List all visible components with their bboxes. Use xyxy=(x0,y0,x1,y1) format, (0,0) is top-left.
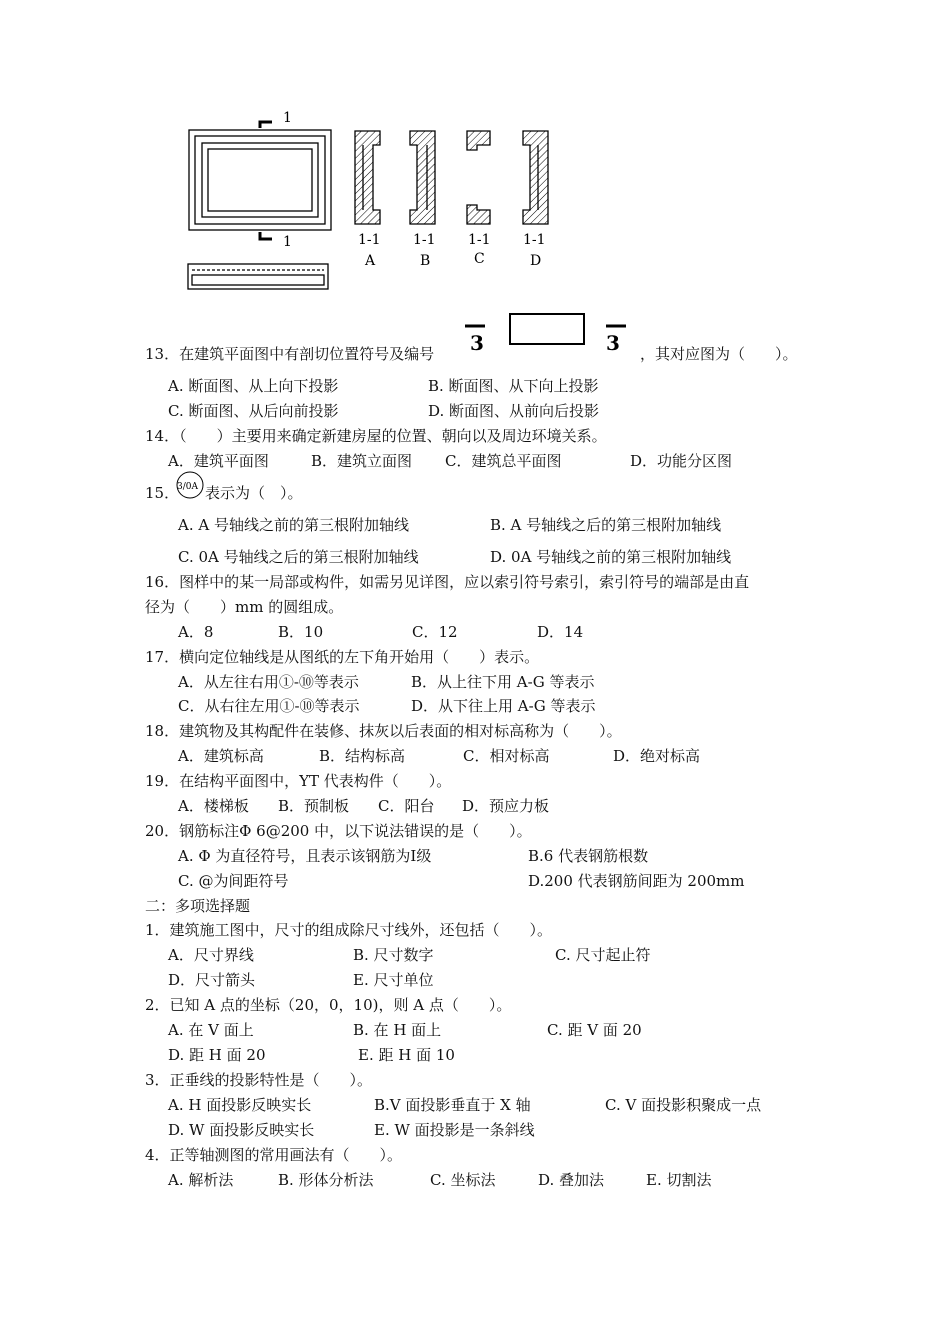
section-mark-bottom-label: 1 xyxy=(283,234,292,250)
q15-option-c: C. 0A 号轴线之后的第三根附加轴线 xyxy=(178,548,419,566)
m2-stem: 2．已知 A 点的坐标（20，0，10)，则 A 点（ ）。 xyxy=(145,996,512,1014)
q14-stem: 14．（ ）主要用来确定新建房屋的位置、朝向以及周边环境关系。 xyxy=(145,427,607,445)
section2-title: 二：多项选择题 xyxy=(145,897,251,915)
q16-option-b: B．10 xyxy=(278,623,324,641)
q20-option-a: A. Φ 为直径符号，且表示该钢筋为Ⅰ级 xyxy=(178,847,432,865)
q15-option-b: B. A 号轴线之后的第三根附加轴线 xyxy=(490,516,722,534)
q17-option-b: B．从上往下用 A-G 等表示 xyxy=(411,673,595,691)
m4-stem: 4．正等轴测图的常用画法有（ ）。 xyxy=(145,1146,403,1164)
q17-option-c: C．从右往左用①-⑩等表示 xyxy=(178,697,360,715)
q13-option-c: C. 断面图、从后向前投影 xyxy=(168,402,339,420)
option-b-section-label: 1-1 xyxy=(413,232,436,248)
q18-option-d: D．绝对标高 xyxy=(613,747,701,765)
q16-option-a: A．8 xyxy=(178,623,214,641)
option-d-letter: D xyxy=(530,253,542,269)
section-mark-bottom xyxy=(260,232,272,239)
option-a-letter: A xyxy=(365,253,376,269)
q14-option-b: B．建筑立面图 xyxy=(311,452,413,470)
m4-option-e: E. 切割法 xyxy=(646,1171,712,1189)
m1-option-e: E. 尺寸单位 xyxy=(353,971,434,989)
q17-option-a: A．从左往右用①-⑩等表示 xyxy=(178,673,359,691)
m4-option-a: A. 解析法 xyxy=(168,1171,234,1189)
q17-option-d: D．从下往上用 A-G 等表示 xyxy=(411,697,596,715)
m1-option-b: B. 尺寸数字 xyxy=(353,946,434,964)
axis-symbol-text: 3/0A xyxy=(177,482,198,492)
q16-option-d: D．14 xyxy=(537,623,584,641)
q18-option-a: A．建筑标高 xyxy=(178,747,264,765)
option-a-section xyxy=(355,131,380,224)
q13-stem: 13．在建筑平面图中有剖切位置符号及编号 xyxy=(145,345,435,363)
section-mark-top xyxy=(260,122,272,128)
q13-option-a: A. 断面图、从上向下投影 xyxy=(168,377,339,395)
m3-option-a: A. H 面投影反映实长 xyxy=(168,1096,312,1114)
q19-option-a: A．楼梯板 xyxy=(178,797,249,815)
m3-option-c: C. V 面投影积聚成一点 xyxy=(605,1096,762,1114)
q18-stem: 18．建筑物及其构配件在装修、抹灰以后表面的相对标高称为（ ）。 xyxy=(145,722,622,740)
q19-option-d: D．预应力板 xyxy=(462,797,550,815)
q19-option-b: B．预制板 xyxy=(278,797,350,815)
option-c-section-label: 1-1 xyxy=(468,232,491,248)
m1-stem: 1．建筑施工图中，尺寸的组成除尺寸线外，还包括（ ）。 xyxy=(145,921,553,939)
m4-option-d: D. 叠加法 xyxy=(538,1171,605,1189)
option-a-section-label: 1-1 xyxy=(358,232,381,248)
section-mark-top-label: 1 xyxy=(283,110,292,126)
q15-option-d: D. 0A 号轴线之前的第三根附加轴线 xyxy=(490,548,732,566)
m4-option-b: B. 形体分析法 xyxy=(278,1171,374,1189)
q15-stem-prefix: 15． xyxy=(145,484,180,502)
m3-option-d: D. W 面投影反映实长 xyxy=(168,1121,315,1139)
q16-stem-line1: 16．图样中的某一局部或构件，如需另见详图，应以索引符号索引，索引符号的端部是由直 xyxy=(145,573,750,591)
option-d-section-label: 1-1 xyxy=(523,232,546,248)
q20-option-b: B.6 代表钢筋根数 xyxy=(528,847,649,865)
q19-stem: 19．在结构平面图中，YT 代表构件（ ）。 xyxy=(145,772,452,790)
m3-option-b: B.V 面投影垂直于 X 轴 xyxy=(374,1096,531,1114)
q20-stem: 20．钢筋标注Φ 6@200 中，以下说法错误的是（ ）。 xyxy=(145,822,532,840)
m4-option-c: C. 坐标法 xyxy=(430,1171,496,1189)
option-c-letter: C xyxy=(474,251,485,267)
section-symbol-right-number: 3 xyxy=(606,331,620,355)
q13-stem-tail: ，其对应图为（ ）。 xyxy=(640,345,798,363)
m3-option-e: E. W 面投影是一条斜线 xyxy=(374,1121,535,1139)
option-c-section xyxy=(467,131,490,224)
section-symbol-left-number: 3 xyxy=(470,331,484,355)
q18-option-c: C．相对标高 xyxy=(463,747,550,765)
option-b-letter: B xyxy=(420,253,431,269)
q20-option-c: C. @为间距符号 xyxy=(178,872,289,890)
m2-option-d: D. 距 H 面 20 xyxy=(168,1046,266,1064)
option-d-section xyxy=(523,131,548,224)
q17-stem: 17．横向定位轴线是从图纸的左下角开始用（ ）表示。 xyxy=(145,648,540,666)
option-b-section xyxy=(410,131,435,224)
m2-option-a: A. 在 V 面上 xyxy=(168,1021,254,1039)
m1-option-d: D．尺寸箭头 xyxy=(168,971,256,989)
m1-option-c: C. 尺寸起止符 xyxy=(555,946,651,964)
q14-option-c: C．建筑总平面图 xyxy=(445,452,562,470)
m2-option-c: C. 距 V 面 20 xyxy=(547,1021,642,1039)
axis-symbol xyxy=(175,470,207,502)
q14-option-a: A．建筑平面图 xyxy=(168,452,269,470)
q13-option-d: D. 断面图、从前向后投影 xyxy=(428,402,600,420)
m2-option-b: B. 在 H 面上 xyxy=(353,1021,442,1039)
m3-stem: 3．正垂线的投影特性是（ ）。 xyxy=(145,1071,373,1089)
elevation-view xyxy=(188,264,328,289)
q16-stem-line2: 径为（ ）mm 的圆组成。 xyxy=(145,598,344,616)
q14-option-d: D．功能分区图 xyxy=(630,452,733,470)
q15-stem: 表示为（ ）。 xyxy=(205,484,303,502)
q18-option-b: B．结构标高 xyxy=(319,747,406,765)
plan-view xyxy=(189,130,331,230)
q15-option-a: A. A 号轴线之前的第三根附加轴线 xyxy=(178,516,409,534)
q20-option-d: D.200 代表钢筋间距为 200mm xyxy=(528,872,745,890)
m2-option-e: E. 距 H 面 10 xyxy=(358,1046,455,1064)
q19-option-c: C．阳台 xyxy=(378,797,435,815)
section-figure xyxy=(180,100,580,300)
q16-option-c: C．12 xyxy=(412,623,458,641)
section-symbol xyxy=(460,310,635,355)
q13-option-b: B. 断面图、从下向上投影 xyxy=(428,377,599,395)
m1-option-a: A．尺寸界线 xyxy=(168,946,254,964)
